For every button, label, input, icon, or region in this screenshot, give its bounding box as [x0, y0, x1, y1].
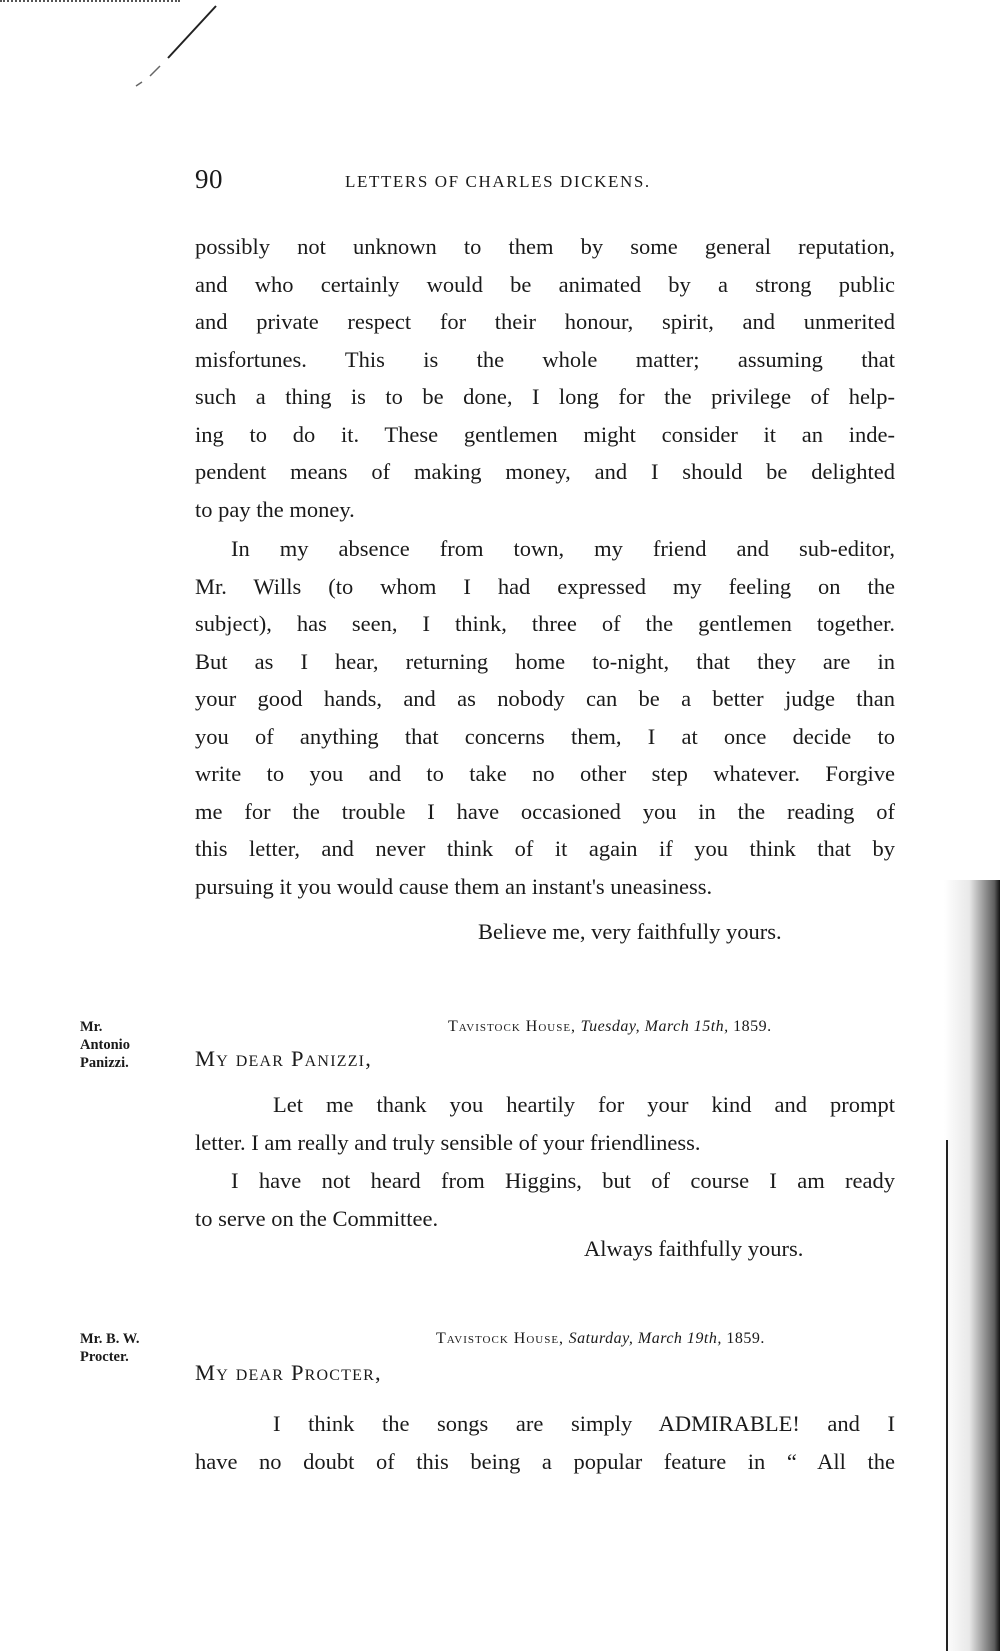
text-line: your good hands, and as nobody can be a better judge than	[195, 686, 895, 711]
text-line: have no doubt of this being a popular feature in “ All the	[195, 1448, 895, 1474]
text-line: and private respect for their honour, spirit, and unmerited	[195, 309, 895, 334]
pen-stroke-mark	[120, 0, 230, 90]
text-line: to serve on the Committee.	[195, 1205, 439, 1231]
text-line: Let me thank you heartily for your kind and prompt	[273, 1092, 895, 1117]
text-line: subject), has seen, I think, three of the gentlemen together.	[195, 611, 895, 636]
page-binding-shadow	[944, 880, 1000, 1651]
text-line: I have not heard from Higgins, but of course I am ready	[231, 1168, 895, 1193]
letter-1-paragraph-2	[195, 530, 895, 905]
text-line: ing to do it. These gentlemen might consider it an inde-	[195, 421, 895, 447]
margin-note-procter	[80, 1330, 140, 1366]
text-line: letter. I am really and truly sensible of your friendliness.	[195, 1129, 701, 1155]
dateline-day: Tuesday,	[580, 1018, 641, 1035]
text-line: possibly not unknown to them by some general reputation,	[195, 234, 895, 259]
dateline-day: Saturday,	[568, 1330, 634, 1347]
text-line: me for the trouble I have occasioned you in the reading of	[195, 798, 895, 824]
text-line: In my absence from town, my friend and sub-editor,	[231, 536, 895, 561]
text-line: to pay the money.	[195, 496, 355, 522]
dateline-date: March 19th,	[637, 1330, 722, 1347]
text-line: pursuing it you would cause them an instant's uneasiness.	[195, 873, 713, 899]
dateline-year: 1859.	[726, 1330, 765, 1347]
text-line: misfortunes. This is the whole matter; assuming that	[195, 346, 895, 372]
letter-3-dateline	[436, 1330, 765, 1348]
letter-3-paragraph-1	[195, 1405, 895, 1480]
text-line: But as I hear, returning home to-night, that they are in	[195, 648, 895, 674]
text-line: pendent means of making money, and I should be delighted	[195, 459, 895, 484]
text-line: and who certainly would be animated by a strong public	[195, 271, 895, 297]
dateline-place: Tavistock House,	[436, 1330, 565, 1347]
text-line: you of anything that concerns them, I at once decide to	[195, 723, 895, 749]
dateline-place: Tavistock House,	[448, 1018, 577, 1035]
margin-note-line: Mr.	[80, 1019, 103, 1035]
running-title: LETTERS OF CHARLES DICKENS.	[345, 172, 651, 191]
letter-2-paragraph-2	[195, 1162, 895, 1237]
letter-2-closing: Always faithfully yours.	[584, 1236, 804, 1261]
letter-3-salutation: My dear Procter,	[195, 1360, 382, 1385]
dateline-year: 1859.	[733, 1018, 772, 1035]
text-line: Mr. Wills (to whom I had expressed my feeling on the	[195, 573, 895, 599]
margin-note-line: Panizzi.	[80, 1055, 129, 1071]
letter-2-salutation: My dear Panizzi,	[195, 1046, 373, 1071]
letter-2-paragraph-1	[195, 1086, 895, 1161]
letter-2-dateline	[448, 1018, 772, 1036]
text-line: this letter, and never think of it again if you think that by	[195, 836, 895, 861]
margin-note-line: Antonio	[80, 1037, 130, 1053]
letter-1-closing: Believe me, very faithfully yours.	[478, 919, 782, 944]
page-number: 90	[195, 164, 223, 194]
margin-note-panizzi	[80, 1018, 130, 1072]
page-edge-line	[946, 1140, 948, 1651]
margin-note-line: Mr. B. W.	[80, 1331, 140, 1347]
text-line: I think the songs are simply ADMIRABLE! and I	[273, 1411, 895, 1436]
text-line: such a thing is to be done, I long for the privilege of help-	[195, 384, 895, 409]
text-line: write to you and to take no other step whatever. Forgive	[195, 761, 895, 786]
dateline-date: March 15th,	[644, 1018, 729, 1035]
letter-1-paragraph-1	[195, 228, 895, 528]
margin-note-line: Procter.	[80, 1349, 129, 1365]
